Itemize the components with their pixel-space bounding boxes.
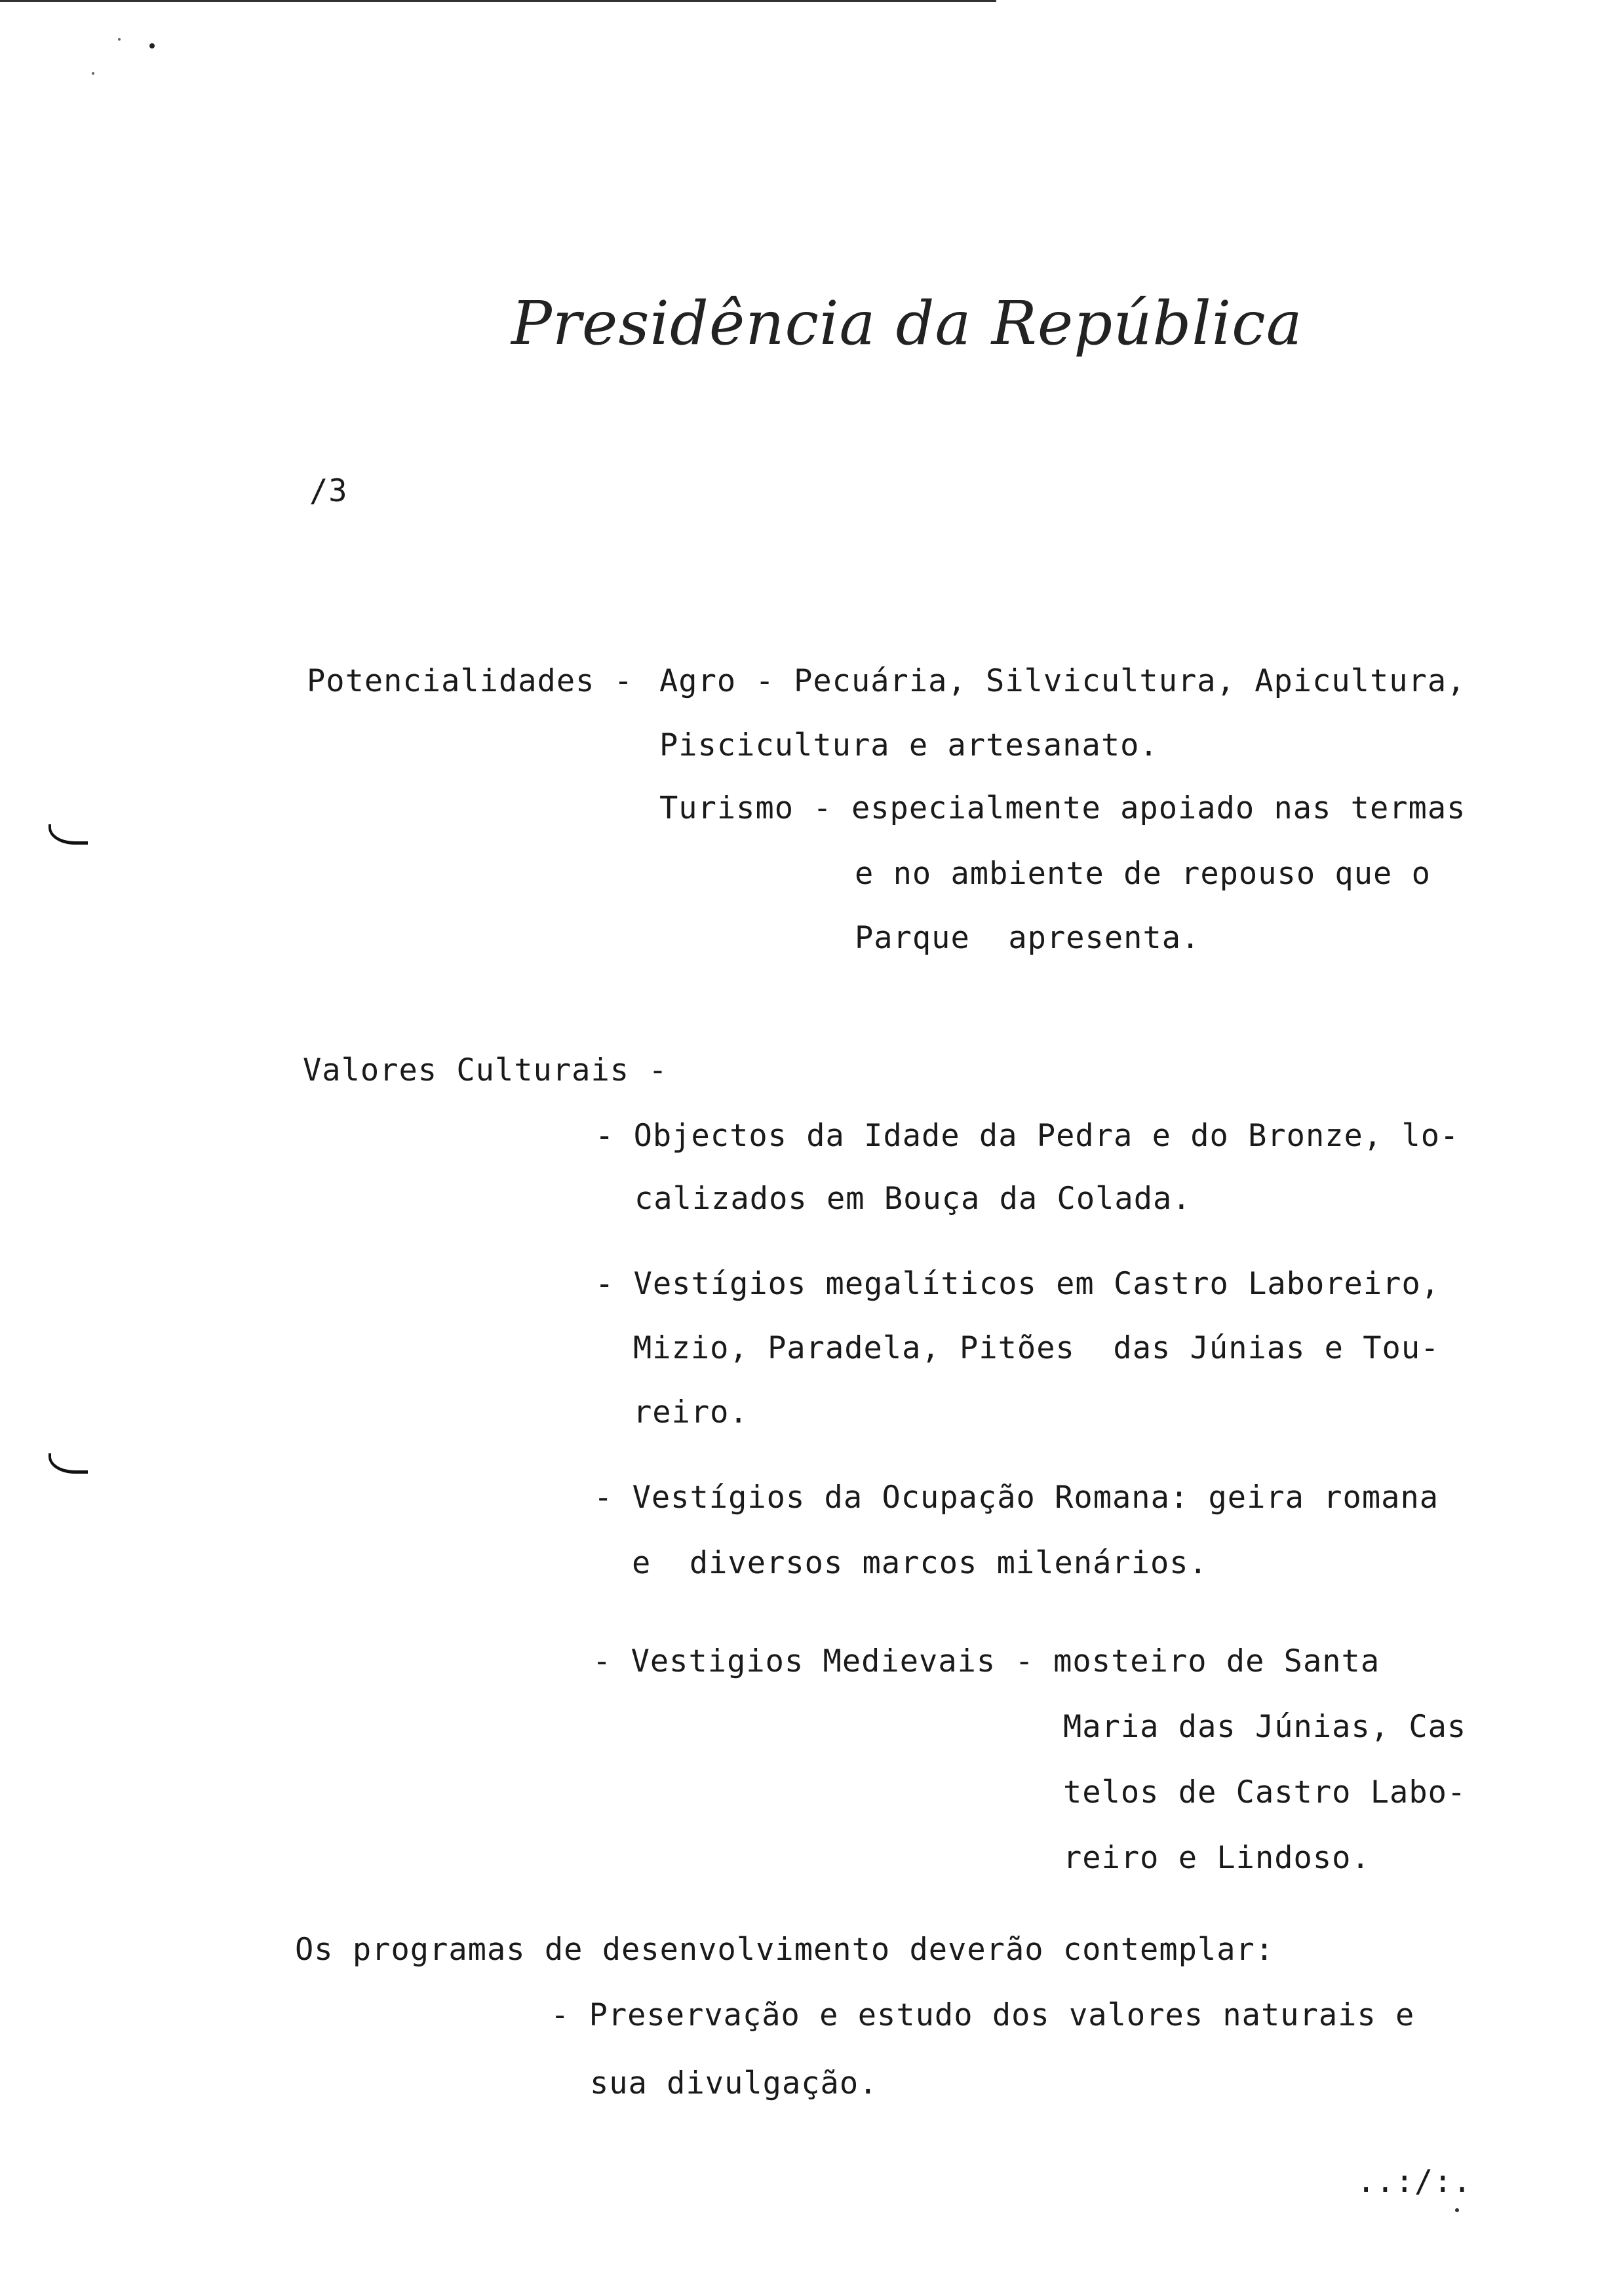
valores-item-2-line-2: Mizio, Paradela, Pitões das Júnias e Tou- (633, 1330, 1440, 1366)
page-number: /3 (309, 473, 348, 509)
programas-heading: Os programas de desenvolvimento deverão contemplar: (295, 1932, 1275, 1968)
continuation-mark: ..:/:. (1357, 2164, 1472, 2200)
valores-item-4-line-2: Maria das Júnias, Cas (1063, 1709, 1467, 1745)
valores-item-4-line-3: telos de Castro Labo- (1063, 1774, 1467, 1810)
potencialidades-line-1: Agro - Pecuária, Silvicultura, Apicultura, (659, 663, 1466, 699)
speck (1455, 2208, 1459, 2212)
programas-item-1-line-2: sua divulgação. (590, 2065, 878, 2101)
valores-item-4-line-4: reiro e Lindoso. (1063, 1840, 1371, 1876)
speck (149, 43, 155, 48)
valores-item-2-line-3: reiro. (633, 1394, 749, 1430)
valores-item-4-line-1: - Vestigios Medievais - mosteiro de Santa (593, 1643, 1380, 1679)
turismo-line-3: Parque apresenta. (855, 920, 1201, 956)
speck (92, 72, 94, 75)
valores-item-3-line-2: e diversos marcos milenários. (632, 1545, 1208, 1581)
valores-item-1-line-2: calizados em Bouça da Colada. (634, 1181, 1192, 1217)
speck (118, 38, 121, 41)
letterhead: Presidência da República (511, 288, 1303, 358)
punch-hole-mark (49, 824, 88, 845)
valores-item-3-line-1: - Vestígios da Ocupação Romana: geira romana (594, 1480, 1439, 1516)
turismo-line-2: e no ambiente de repouso que o (855, 856, 1431, 892)
valores-culturais-heading: Valores Culturais - (303, 1052, 668, 1088)
punch-hole-mark (49, 1453, 88, 1474)
valores-item-1-line-1: - Objectos da Idade da Pedra e do Bronze, lo- (595, 1118, 1460, 1154)
programas-item-1-line-1: - Preservação e estudo dos valores naturais e (551, 1997, 1415, 2033)
top-rule (0, 0, 996, 2)
potencialidades-line-2: Piscicultura e artesanato. (659, 727, 1159, 763)
turismo-line-1: Turismo - especialmente apoiado nas termas (659, 790, 1466, 826)
potencialidades-heading: Potencialidades - (307, 663, 653, 699)
valores-item-2-line-1: - Vestígios megalíticos em Castro Laboreiro, (595, 1266, 1441, 1302)
